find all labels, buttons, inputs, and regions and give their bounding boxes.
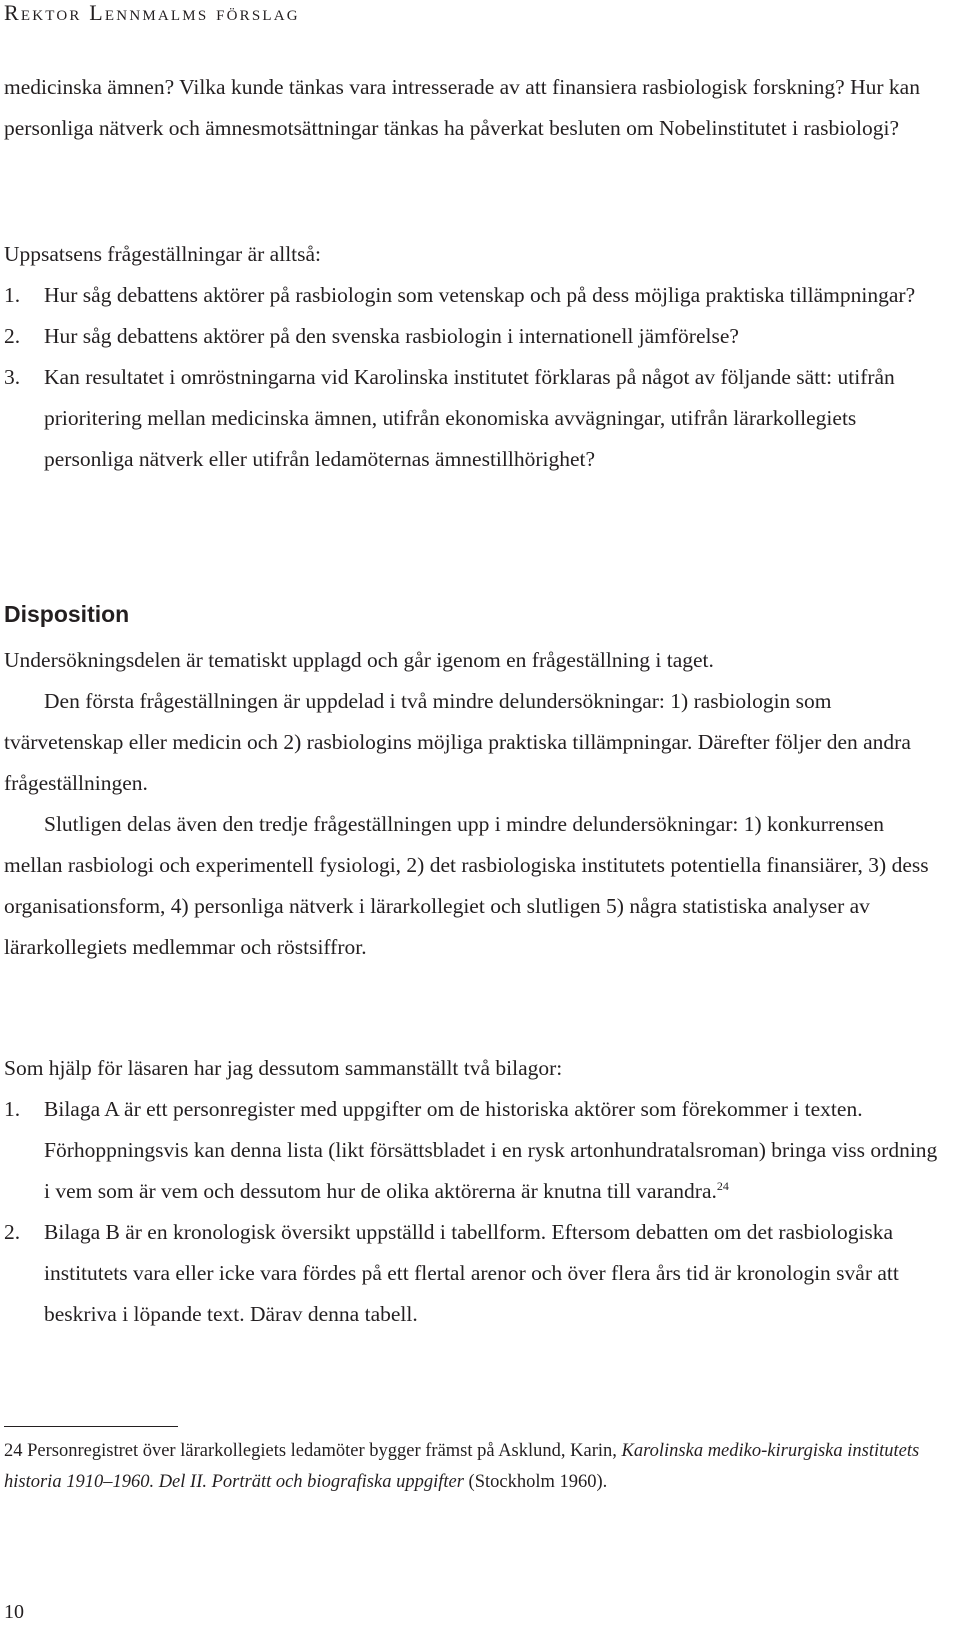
footnote-reference[interactable]: 24: [716, 1178, 729, 1193]
list-number: 2.: [4, 1220, 21, 1244]
appendices-lead: Som hjälp för läsaren har jag dessutom sammanställt två bilagor:: [4, 1056, 563, 1080]
disposition-paragraph-3: Slutligen delas även den tredje frågeställningen upp i mindre delundersökningar: 1) konkurrensen mellan rasbiologi och experimentell fysiologi, 2) det rasbiologiska institutets potentiella finansiärer, 3) dess organisationsform, 4) personliga nätverk i lärarkollegiet och slutligen 5) några statistiska analyser av lärarkollegiets medlemmar och röstsiffror.: [4, 812, 929, 959]
list-number: 2.: [4, 324, 21, 348]
footnote-divider: [4, 1426, 178, 1427]
intro-paragraph: medicinska ämnen? Vilka kunde tänkas vara intresserade av att finansiera rasbiologisk forskning? Hur kan personliga nätverk och ämnesmotsättningar tänkas ha påverkat besluten om Nobelinstitutet i rasbiologi?: [4, 75, 920, 140]
disposition-paragraph-2: Den första frågeställningen är uppdelad i två mindre delundersökningar: 1) rasbiologin som tvärvetenskap eller medicin och 2) rasbiologins möjliga praktiska tillämpningar. Därefter följer den andra frågeställningen.: [4, 689, 911, 795]
footnote-title: Karolinska mediko-kirurgiska institutets historia 1910–1960. Del II. Porträtt och biografiska uppgifter: [4, 1441, 920, 1492]
appendices-list: [4, 1089, 944, 1335]
page-number: 10: [4, 1601, 24, 1623]
list-item: [4, 357, 944, 480]
list-item: [4, 316, 944, 357]
list-item-text: Bilaga A är ett personregister med uppgifter om de historiska aktörer som förekommer i texten. Förhoppningsvis kan denna lista (likt försättsbladet i en rysk artonhundratalsroman) bringa viss ordning i vem som är vem och dessutom hur de olika aktörerna är knutna till varandra.: [44, 1097, 938, 1203]
footnote: [4, 1436, 944, 1498]
list-item: [4, 275, 944, 316]
list-number: 1.: [4, 283, 21, 307]
list-number: 3.: [4, 365, 21, 389]
list-item: [4, 1089, 944, 1212]
disposition-paragraph-1: Undersökningsdelen är tematiskt upplagd och går igenom en frågeställning i taget.: [4, 648, 714, 672]
list-number: 1.: [4, 1097, 21, 1121]
footnote-text-end: (Stockholm 1960).: [463, 1472, 608, 1492]
footnote-number: 24: [4, 1441, 23, 1461]
list-item-text: Hur såg debattens aktörer på den svenska rasbiologin i internationell jämförelse?: [44, 324, 739, 348]
research-questions-list: [4, 275, 944, 480]
list-item-text: Bilaga B är en kronologisk översikt uppställd i tabellform. Eftersom debatten om det rasbiologiska institutets vara eller icke vara fördes på ett flertal arenor och över flera års tid är kronologin svår att beskriva i löpande text. Därav denna tabell.: [44, 1220, 899, 1326]
list-item-text: Kan resultatet i omröstningarna vid Karolinska institutet förklaras på något av följande sätt: utifrån prioritering mellan medicinska ämnen, utifrån ekonomiska avvägningar, utifrån lärarkollegiets personliga nätverk eller utifrån ledamöternas ämnestillhörighet?: [44, 365, 895, 471]
section-heading: Disposition: [4, 601, 130, 627]
list-item-text: Hur såg debattens aktörer på rasbiologin som vetenskap och på dess möjliga praktiska tillämpningar?: [44, 283, 916, 307]
footnote-text: Personregistret över lärarkollegiets ledamöter bygger främst på Asklund, Karin,: [22, 1441, 622, 1461]
running-head: Rektor Lennmalms förslag: [4, 0, 300, 25]
questions-lead: Uppsatsens frågeställningar är alltså:: [4, 242, 322, 266]
list-item: [4, 1212, 944, 1335]
